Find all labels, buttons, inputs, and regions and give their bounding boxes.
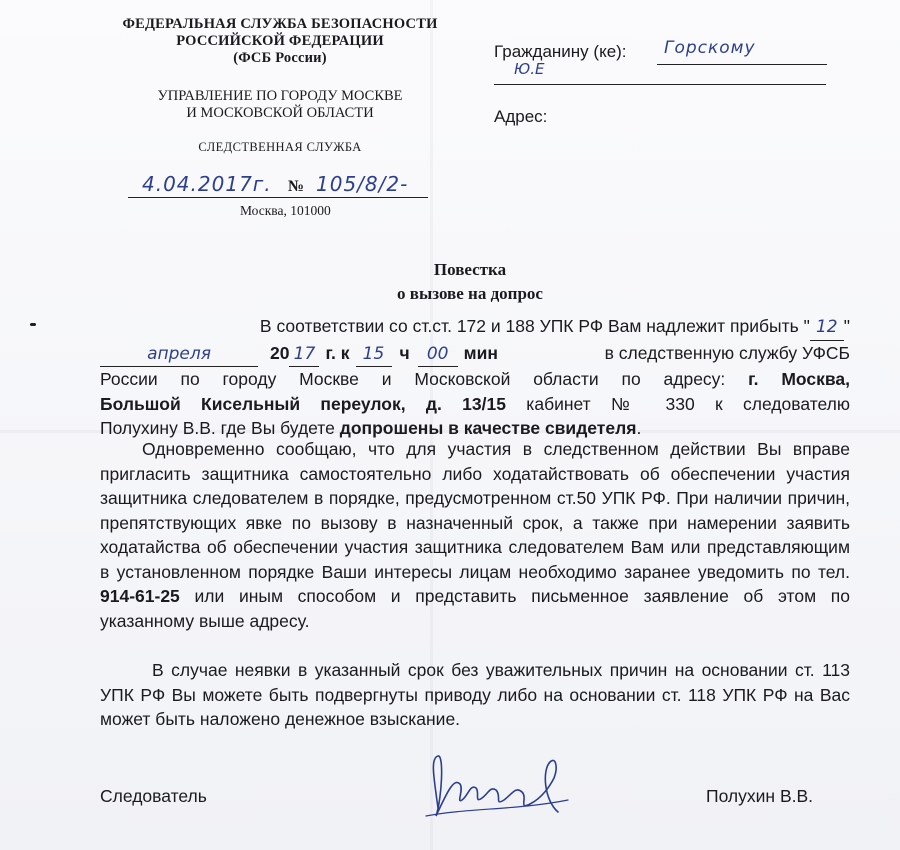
witness-status: допрошены в качестве свидетеля — [339, 418, 637, 438]
org-line-1: ФЕДЕРАЛЬНАЯ СЛУЖБА БЕЗОПАСНОСТИ — [122, 16, 438, 32]
department-header — [120, 88, 440, 122]
body-text: мин — [463, 342, 498, 363]
body-text: " — [843, 316, 850, 336]
addressee-underline-2 — [494, 84, 826, 85]
body-text: г. Москва, — [748, 369, 851, 389]
city-postcode: Москва, 101000 — [240, 203, 331, 218]
body-text: Одновременно сообщаю, что для участия в следственном действии Вы вправе пригласить защитника самостоятельно либо ходатайствовать об обеспечении участия защитника следователем в порядке, предусмотренном ст.50 УПК РФ. При наличии причин, препятствующих явке по вызову в назначенный срок, а также при намерении заявить ходатайства об обеспечении участия защитника следователем Вам или представляющим в установленном порядке Ваши интересы лицам необходимо заранее уведомить по тел. — [100, 439, 850, 582]
addressee-initials: Ю.Е — [514, 60, 545, 78]
body-text: В соответствии со ст.ст. 172 и 188 УПК РФ Вам надлежит прибыть " — [259, 316, 810, 336]
minute-value: 00 — [426, 343, 449, 364]
handwritten-signature — [408, 738, 588, 828]
rights-paragraph — [100, 437, 850, 633]
body-text: . — [636, 418, 642, 438]
body-text: Полухину В.В. где Вы будете — [100, 418, 340, 438]
rights-text — [100, 437, 850, 633]
body-text: в следственную службу УФСБ — [604, 342, 850, 363]
document-title: Повестка — [433, 260, 507, 279]
body-line-2 — [100, 341, 850, 368]
hour-value: 15 — [362, 343, 385, 364]
body-text: или иным способом и представить письменное заявление об этом по указанному выше адресу. — [100, 586, 850, 631]
year-value: 17 — [293, 343, 316, 364]
day-value: 12 — [815, 317, 838, 337]
document-subtitle: о вызове на допрос — [397, 284, 543, 303]
registration-date: 4.04.2017г. — [142, 172, 272, 196]
body-text: г. к — [325, 342, 350, 363]
day-field — [810, 314, 844, 341]
summons-paragraph — [100, 314, 850, 441]
dept-line-2: И МОСКОВСКОЙ ОБЛАСТИ — [186, 105, 374, 121]
addressee-name: Горскому — [664, 38, 756, 58]
org-line-3: (ФСБ России) — [233, 50, 327, 66]
minute-field — [418, 341, 458, 368]
phone-number: 914-61-25 — [100, 586, 180, 606]
addressee-label: Гражданину (ке): — [494, 42, 627, 61]
address-street: Большой Кисельный переулок, д. 13/15 — [100, 393, 506, 414]
service-name: СЛЕДСТВЕННАЯ СЛУЖБА — [198, 140, 362, 154]
body-line-3 — [100, 367, 850, 392]
body-text: ч — [399, 342, 410, 363]
dept-line-1: УПРАВЛЕНИЕ ПО ГОРОДУ МОСКВЕ — [157, 88, 403, 104]
month-value: апреля — [147, 343, 211, 364]
investigator-title: Следователь — [100, 786, 207, 806]
penalty-text: В случае неявки в указанный срок без уважительных причин на основании ст. 113 УПК РФ Вы можете быть подвергнуты приводу либо на основании ст. 118 УПК РФ на Вас может быть наложено денежное взыскание. — [100, 660, 850, 729]
org-line-2: РОССИЙСКОЙ ФЕДЕРАЦИИ — [176, 33, 384, 49]
year-prefix: 20 — [270, 342, 290, 363]
month-field — [100, 341, 258, 368]
investigator-name: Полухин В.В. — [706, 786, 814, 806]
penalty-paragraph — [100, 658, 850, 732]
organization-header — [120, 16, 440, 67]
registration-number: 105/8/2- — [316, 172, 409, 196]
address-label: Адрес: — [494, 107, 548, 126]
body-line-4 — [100, 392, 850, 417]
body-text: России по городу Москве и Московской области по адресу: — [100, 369, 749, 389]
registration-number-label: № — [288, 178, 305, 195]
stray-mark — [30, 323, 36, 326]
hour-field — [356, 341, 392, 368]
year-field — [289, 341, 319, 368]
registration-underline — [128, 197, 428, 198]
body-text: кабинет № 330 к следователю — [505, 393, 850, 414]
body-line-1 — [100, 314, 850, 341]
addressee-underline — [657, 64, 827, 65]
